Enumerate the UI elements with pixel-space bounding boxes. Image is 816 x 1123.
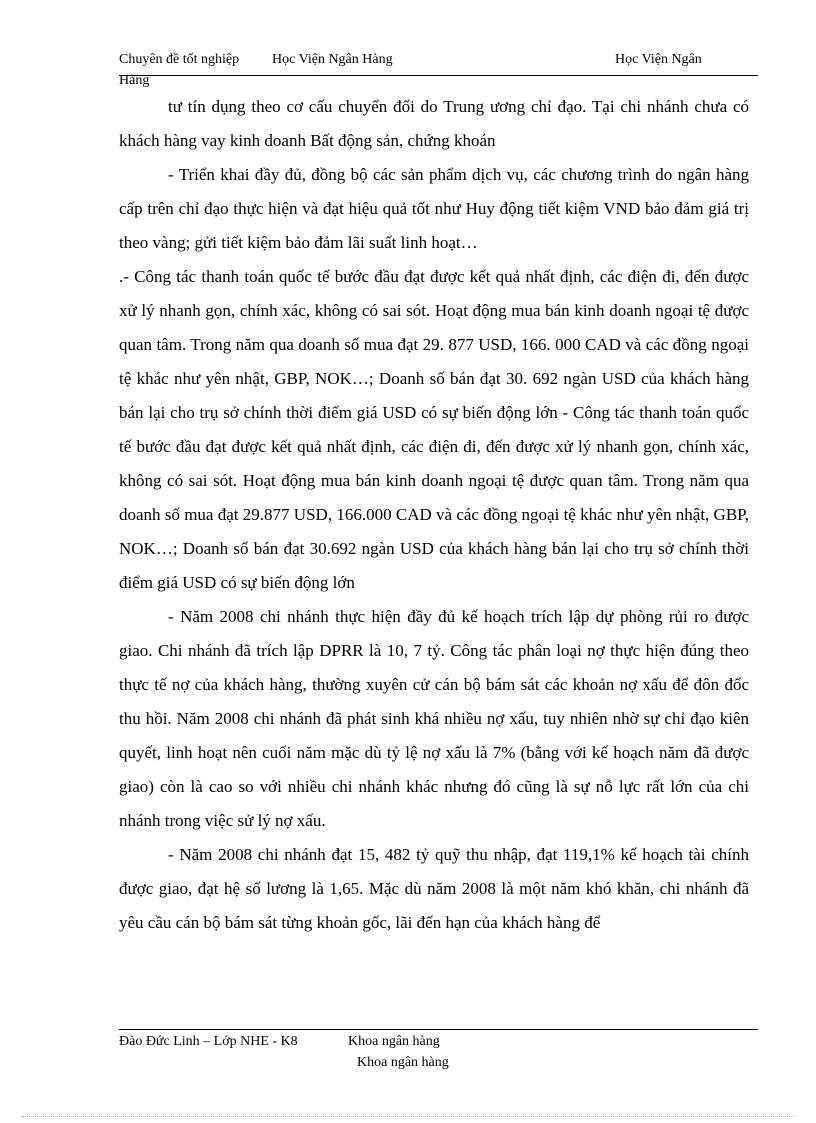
header-wrap: Hàng [119,73,150,88]
footer-department: Khoa ngân hàng [348,1034,440,1049]
header-rule [119,75,758,76]
paragraph: tư tín dụng theo cơ cấu chuyển đổi do Trung ương chỉ đạo. Tại chi nhánh chưa có khách hàng vay kinh doanh Bất động sản, chứng khoán [119,97,749,150]
footer-rule [119,1029,758,1030]
page-edge [22,1116,794,1117]
header-middle: Học Viện Ngân Hàng [272,52,393,67]
document-body [119,90,749,940]
page-header [119,52,759,88]
header-left: Chuyên đề tốt nghiệp [119,52,240,67]
paragraph: .- Công tác thanh toán quốc tế bước đầu đạt được kết quả nhất định, các điện đi, đến được xử lý nhanh gọn, chính xác, không có sai sót. Hoạt động mua bán kinh doanh ngoại tệ được quan tâm. Trong năm qua doanh số mua đạt 29. 877 USD, 166. 000 CAD và các đồng ngoại tệ khác như yên nhật, GBP, NOK…; Doanh số bán đạt 30. 692 ngàn USD của khách hàng bán lại cho trụ sở chính thời điểm giá USD có sự biến động lớn - Công tác thanh toán quốc tế bước đầu đạt được kết quả nhất định, các điện đi, đến được xử lý nhanh gọn, chính xác, không có sai sót. Hoạt động mua bán kinh doanh ngoại tệ được quan tâm. Trong năm qua doanh số mua đạt 29.877 USD, 166.000 CAD và các đồng ngoại tệ khác như yên nhật, GBP, NOK…; Doanh số bán đạt 30.692 ngàn USD của khách hàng bán lại cho trụ sở chính thời điểm giá USD có sự biến động lớn [119,267,749,592]
paragraph: - Triển khai đầy đủ, đồng bộ các sản phẩm dịch vụ, các chương trình do ngân hàng cấp trên chỉ đạo thực hiện và đạt hiệu quả tốt như Huy động tiết kiệm VND bảo đảm giá trị theo vàng; gửi tiết kiệm bảo đảm lãi suất linh hoạt… [119,165,749,252]
paragraph: - Năm 2008 chi nhánh thực hiện đầy đủ kế hoạch trích lập dự phòng rủi ro được giao. Chi nhánh đã trích lập DPRR là 10, 7 tỷ. Công tác phân loại nợ thực hiện đúng theo thực tế nợ của khách hàng, thường xuyên cử cán bộ bám sát các khoản nợ xấu để đôn đốc thu hồi. Năm 2008 chi nhánh đã phát sinh khá nhiều nợ xấu, tuy nhiên nhờ sự chỉ đạo kiên quyết, linh hoạt nên cuối năm mặc dù tỷ lệ nợ xấu là 7% (bằng với kế hoạch năm đã được giao) còn là cao so với nhiều chi nhánh khác nhưng đó cũng là sự nỗ lực rất lớn của chi nhánh trong việc sử lý nợ xấu. [119,607,749,830]
footer-department-repeat: Khoa ngân hàng [357,1055,449,1070]
paragraph: - Năm 2008 chi nhánh đạt 15, 482 tỷ quỹ thu nhập, đạt 119,1% kế hoạch tài chính được giao, đạt hệ số lương là 1,65. Mặc dù năm 2008 là một năm khó khăn, chi nhánh đã yêu cầu cán bộ bám sát từng khoản gốc, lãi đến hạn của khách hàng để [119,845,749,932]
header-right: Học Viện Ngân [615,52,702,67]
footer-author: Đào Đức Linh – Lớp NHE - K8 [119,1034,298,1049]
